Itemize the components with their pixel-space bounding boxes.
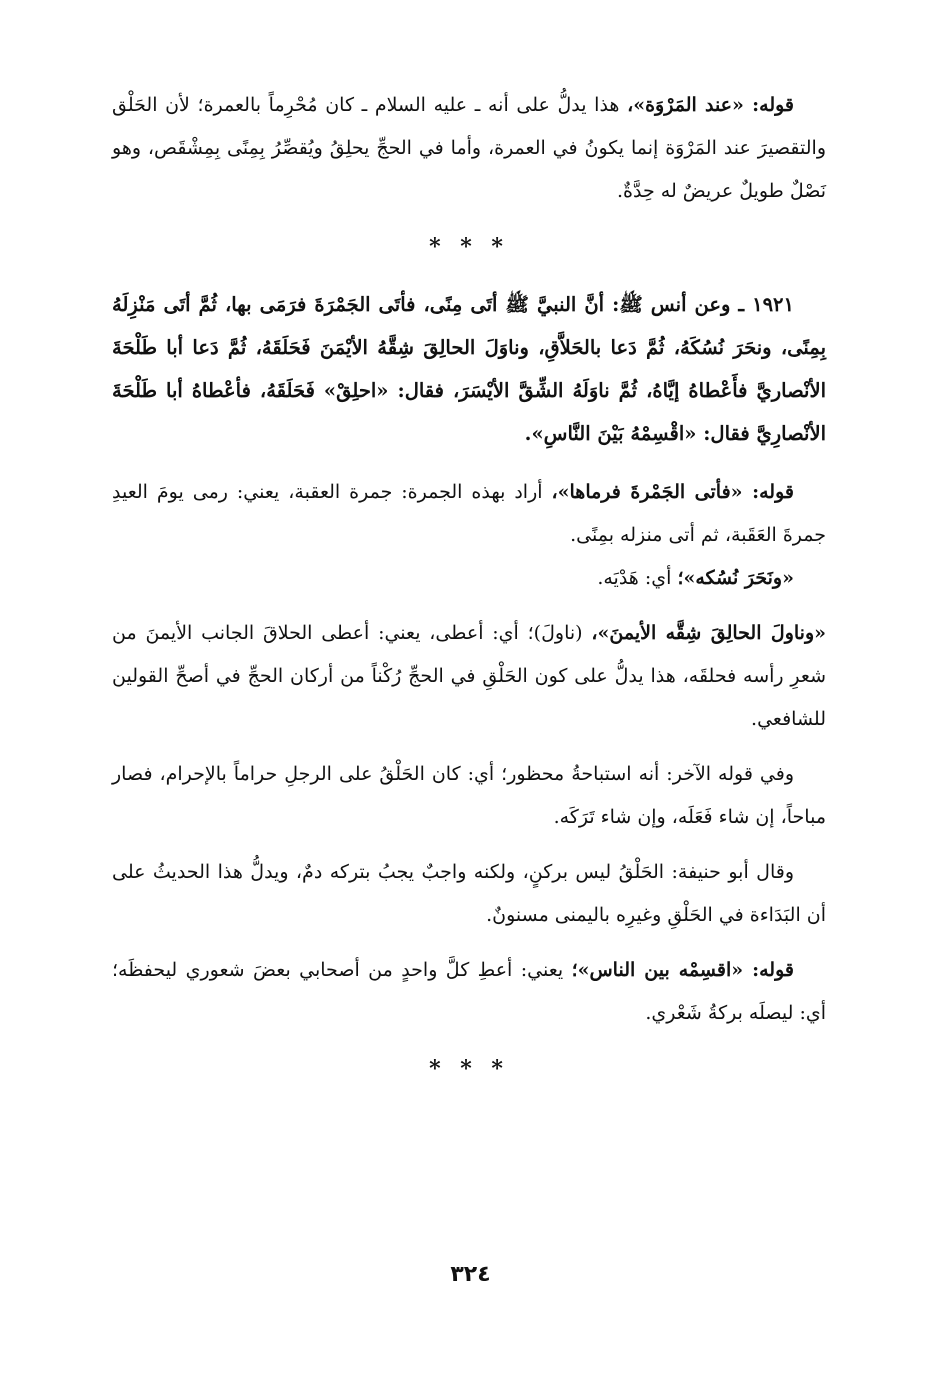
commentary-paragraph-5: وفي قوله الآخر: أنه استباحةُ محظور؛ أي: كان الحَلْقُ على الرجلِ حراماً بالإحرام، فصار مباحاً، إن شاء فَعَلَه، وإن شاء تَرَكَه.	[112, 763, 826, 828]
commentary-lead-1: قوله: «عند المَرْوَة»،	[627, 94, 794, 116]
commentary-paragraph-6: وقال أبو حنيفة: الحَلْقُ ليس بركنٍ، ولكنه واجبٌ يجبُ بتركه دمٌ، ويدلُّ هذا الحديثُ على أن البَدَاءة في الحَلْقِ وغيرِه باليمنى مسنونٌ.	[112, 861, 826, 926]
commentary-lead-4: «وناولَ الحالِقَ شِقَّه الأيمنَ»،	[591, 622, 826, 644]
commentary-paragraph-4	[112, 612, 826, 741]
commentary-lead-7: قوله: «اقسِمْه بين الناس»؛	[571, 959, 794, 981]
section-separator-2: * * *	[429, 1056, 509, 1082]
hadith-text: ١٩٢١ ـ وعن أنس ﷺ: أنَّ النبيَّ ﷺ أتَى مِنًى، فأتَى الجَمْرَةَ فرَمَى بها، ثُمَّ أتَى مَنْزِلَهُ بِمِنًى، ونحَرَ نُسُكَهُ، ثُمَّ دَعا بالحَلاَّقِ، وناوَلَ الحالِقَ شِقَّهُ الأيْمَنَ فَحَلَقَهُ، ثُمَّ دَعا أبا طَلْحَةَ الأنْصاريَّ فأَعْطاهُ إيَّاهُ، ثُمَّ ناوَلَهُ الشِّقَّ الأيْسَرَ، فقال: «احلِقْ» فَحَلَقَهُ، فأعْطاهُ أبا طَلْحَةَ الأنْصارِيَّ فقال: «اقْسِمْهُ بَيْنَ النَّاسِ».	[112, 293, 826, 445]
commentary-lead-3: «ونَحَرَ نُسُكه»؛	[677, 567, 794, 589]
section-separator-1: * * *	[429, 234, 509, 260]
page-number: ٣٢٤	[450, 1262, 491, 1287]
commentary-body-1: هذا يدلُّ على أنه ـ عليه السلام ـ كان مُحْرِماً بالعمرة؛ لأن الحَلْق والتقصيرَ عند المَرْوَة إنما يكونُ في العمرة، وأما في الحجِّ يحلِقُ ويُقصِّرُ بِمِنًى بِمِشْقَص، وهو نَصْلٌ طويلٌ عريضٌ له حِدَّةٌ.	[112, 94, 826, 202]
commentary-paragraph-1	[112, 84, 826, 213]
page-body	[112, 84, 826, 1105]
commentary-body-7: يعني: أعطِ كلَّ واحدٍ من أصحابي بعضَ شعوري ليحفظَه؛ أي: ليصلَه بركةُ شَعْري.	[112, 959, 826, 1024]
commentary-body-2: أراد بهذه الجمرة: جمرة العقبة، يعني: رمى يومَ العيدِ جمرةَ العَقَبة، ثم أتى منزله بمِنًى.	[112, 481, 826, 546]
commentary-body-4: (ناولَ)؛ أي: أعطى، يعني: أعطى الحلاقَ الجانب الأيمنَ من شعرِ رأسه فحلقَه، هذا يدلُّ على كون الحَلْقِ في الحجِّ رُكْناً من أركان الحجِّ في أصحِّ القولين للشافعي.	[112, 622, 826, 730]
commentary-paragraph-3	[112, 557, 826, 600]
commentary-lead-2: قوله: «فأتى الجَمْرةَ فرماها»،	[551, 481, 794, 503]
commentary-body-3: أي: هَدْيَه.	[597, 567, 678, 589]
commentary-paragraph-7	[112, 949, 826, 1035]
commentary-paragraph-2	[112, 471, 826, 557]
